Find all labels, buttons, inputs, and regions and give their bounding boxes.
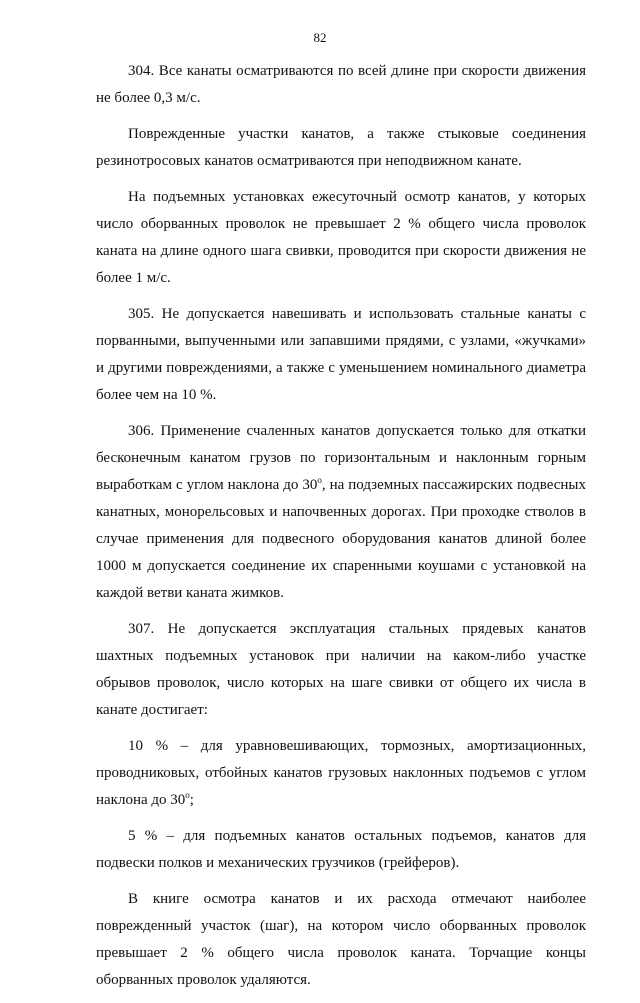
page-content bbox=[96, 58, 586, 1003]
degree-mark: о bbox=[317, 475, 322, 485]
paragraph-304-speed: 304. Все канаты осматриваются по всей длине при скорости движения не более 0,3 м/с. bbox=[96, 63, 586, 106]
paragraph-307-intro: 307. Не допускается эксплуатация стальных прядевых канатов шахтных подъемных установок при наличии на каком-либо участке обрывов проволок, число которых на шаге свивки от общего их числа в канате достигает: bbox=[96, 621, 586, 718]
degree-mark: о bbox=[185, 790, 190, 800]
paragraph-307-inspection-book: В книге осмотра канатов и их расхода отмечают наиболее поврежденный участок (шаг), на котором число оборванных проволок превышает 2 % общего числа проволок каната. Торчащие концы оборванных проволок удаляются. bbox=[96, 891, 586, 988]
item-10-percent-text-end: ; bbox=[189, 792, 194, 808]
paragraph-304-damaged-sections: Поврежденные участки канатов, а также стыковые соединения резинотросовых канатов осматриваются при неподвижном канате. bbox=[96, 126, 586, 169]
paragraph-307-item-5-percent: 5 % – для подъемных канатов остальных подъемов, канатов для подвески полков и механических грузчиков (грейферов). bbox=[96, 828, 586, 871]
paragraph-306 bbox=[96, 418, 586, 607]
paragraph-306-text-end: , на подземных пассажирских подвесных канатных, монорельсовых и напочвенных дорогах. При проходке стволов в случае применения для подвесного оборудования канатов длиной более 1000 м допускается соединение их спаренными коушами с установкой на каждой ветви каната жимков. bbox=[96, 477, 586, 601]
item-10-percent-text-start: 10 % – для уравновешивающих, тормозных, амортизационных, проводниковых, отбойных канатов грузовых наклонных подъемов с углом наклона до 30 bbox=[96, 738, 586, 808]
paragraph-307-item-10-percent bbox=[96, 733, 586, 814]
paragraph-306-text-start: 306. Применение счаленных канатов допускается только для откатки бесконечным канатом грузов по горизонтальным и наклонным горным выработкам с углом наклона до 30 bbox=[96, 423, 586, 493]
page-number: 82 bbox=[313, 30, 327, 45]
paragraph-305: 305. Не допускается навешивать и использовать стальные канаты с порванными, выпученными или запавшими прядями, с узлами, «жучками» и другими повреждениями, а также с уменьшением номинального диаметра более чем на 10 %. bbox=[96, 306, 586, 403]
paragraph-304-daily-inspection: На подъемных установках ежесуточный осмотр канатов, у которых число оборванных проволок не превышает 2 % общего числа проволок каната на длине одного шага свивки, проводится при скорости движения не более 1 м/с. bbox=[96, 189, 586, 286]
